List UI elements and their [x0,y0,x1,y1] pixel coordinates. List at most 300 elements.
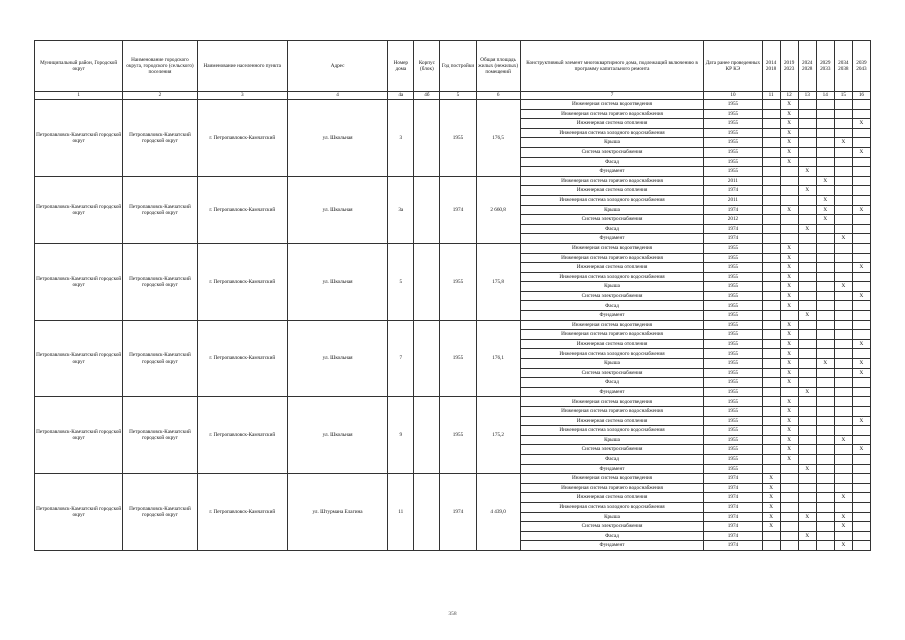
period-mark-cell [852,186,870,196]
period-mark-cell [798,119,816,129]
period-mark-cell [852,253,870,263]
element-name-cell: Фундамент [520,541,704,551]
period-mark-cell [798,100,816,110]
period-mark-cell [762,464,780,474]
period-mark-cell [816,301,834,311]
prev-repair-date-cell: 1955 [704,291,762,301]
header-address: Адрес [287,41,387,92]
period-mark-cell [852,167,870,177]
period-mark-cell [762,330,780,340]
period-mark-cell: X [780,416,798,426]
period-mark-cell: X [762,502,780,512]
period-mark-cell: X [852,291,870,301]
period-mark-cell [762,253,780,263]
period-mark-cell [798,359,816,369]
period-mark-cell [798,416,816,426]
period-mark-cell: X [780,157,798,167]
period-mark-cell: X [780,368,798,378]
period-mark-cell [762,167,780,177]
prev-repair-date-cell: 1955 [704,349,762,359]
period-mark-cell: X [834,493,852,503]
period-mark-cell: X [780,253,798,263]
period-mark-cell [798,147,816,157]
element-name-cell: Крыша [520,359,704,369]
period-mark-cell [798,426,816,436]
period-mark-cell: X [816,205,834,215]
period-mark-cell [798,349,816,359]
period-mark-cell [762,243,780,253]
period-mark-cell [798,138,816,148]
period-mark-cell [762,100,780,110]
period-mark-cell [816,330,834,340]
period-mark-cell [798,541,816,551]
period-mark-cell [762,301,780,311]
period-mark-cell [816,349,834,359]
element-name-cell: Инженерная система горячего водоснабжения [520,407,704,417]
period-mark-cell [780,474,798,484]
area-cell: 176,5 [476,100,520,177]
period-mark-cell [852,426,870,436]
prev-repair-date-cell: 1955 [704,147,762,157]
period-mark-cell [852,531,870,541]
element-name-cell: Крыша [520,435,704,445]
period-mark-cell [852,483,870,493]
period-mark-cell [852,243,870,253]
prev-repair-date-cell: 1955 [704,320,762,330]
period-mark-cell [762,215,780,225]
period-mark-cell [762,311,780,321]
period-mark-cell [798,339,816,349]
period-mark-cell [834,483,852,493]
period-mark-cell [816,531,834,541]
period-mark-cell [852,435,870,445]
element-name-cell: Система электроснабжения [520,291,704,301]
period-mark-cell [816,397,834,407]
element-name-cell: Система электроснабжения [520,368,704,378]
element-name-cell: Инженерная система отопления [520,119,704,129]
element-name-cell: Инженерная система горячего водоснабжения [520,176,704,186]
element-name-cell: Инженерная система горячего водоснабжения [520,483,704,493]
period-mark-cell [816,311,834,321]
period-mark-cell [762,435,780,445]
prev-repair-date-cell: 1955 [704,100,762,110]
period-mark-cell: X [780,407,798,417]
area-cell: 2 660,8 [476,176,520,243]
period-mark-cell: X [780,339,798,349]
prev-repair-date-cell: 1974 [704,483,762,493]
period-mark-cell [762,397,780,407]
settlement-cell: Петропавловск-Камчатский городской округ [123,397,197,474]
prev-repair-date-cell: 2011 [704,176,762,186]
settlement-cell: Петропавловск-Камчатский городской округ [123,100,197,177]
period-mark-cell: X [780,119,798,129]
street-cell: ул. Школьная [287,100,387,177]
house-cell: 7 [388,320,414,397]
prev-repair-date-cell: 1955 [704,272,762,282]
element-row [35,320,871,330]
period-mark-cell: X [816,176,834,186]
element-name-cell: Инженерная система холодного водоснабжения [520,272,704,282]
house-cell: 5 [388,243,414,320]
column-number-row [35,92,871,100]
column-number: 2 [123,92,197,100]
period-mark-cell: X [798,186,816,196]
period-mark-cell [816,186,834,196]
period-mark-cell [798,483,816,493]
prev-repair-date-cell: 1974 [704,531,762,541]
period-mark-cell [852,387,870,397]
building-group [35,100,871,177]
prev-repair-date-cell: 1955 [704,368,762,378]
period-mark-cell [816,291,834,301]
period-mark-cell [816,234,834,244]
period-mark-cell [762,541,780,551]
period-mark-cell [780,387,798,397]
period-mark-cell [852,215,870,225]
header-period-2014: 2014 2018 [762,41,780,92]
locality-cell: г. Петропавловск-Камчатский [197,474,287,551]
capital-repair-table [34,40,871,551]
period-mark-cell [780,541,798,551]
period-mark-cell [834,215,852,225]
period-mark-cell [852,493,870,503]
period-mark-cell [798,522,816,532]
element-name-cell: Фасад [520,454,704,464]
block-cell [414,397,440,474]
house-cell: 3а [388,176,414,243]
period-mark-cell [798,407,816,417]
element-name-cell: Инженерная система горячего водоснабжения [520,109,704,119]
prev-repair-date-cell: 1955 [704,282,762,292]
prev-repair-date-cell: 1955 [704,330,762,340]
prev-repair-date-cell: 1955 [704,311,762,321]
element-name-cell: Фундамент [520,464,704,474]
period-mark-cell: X [780,272,798,282]
period-mark-cell [762,147,780,157]
period-mark-cell [780,522,798,532]
period-mark-cell [798,502,816,512]
period-mark-cell [798,263,816,273]
period-mark-cell [798,474,816,484]
column-number: 11 [762,92,780,100]
period-mark-cell [834,474,852,484]
element-name-cell: Фасад [520,301,704,311]
period-mark-cell [798,330,816,340]
period-mark-cell: X [834,234,852,244]
building-group [35,176,871,243]
period-mark-cell: X [780,426,798,436]
element-name-cell: Инженерная система холодного водоснабжения [520,195,704,205]
prev-repair-date-cell: 1955 [704,109,762,119]
element-name-cell: Крыша [520,512,704,522]
period-mark-cell [762,128,780,138]
period-mark-cell [798,128,816,138]
element-row [35,176,871,186]
period-mark-cell: X [852,445,870,455]
period-mark-cell [762,378,780,388]
period-mark-cell [780,483,798,493]
period-mark-cell [762,426,780,436]
period-mark-cell [780,531,798,541]
prev-repair-date-cell: 1955 [704,119,762,129]
period-mark-cell [762,195,780,205]
element-name-cell: Инженерная система отопления [520,493,704,503]
prev-repair-date-cell: 1974 [704,205,762,215]
period-mark-cell: X [780,445,798,455]
period-mark-cell [780,167,798,177]
period-mark-cell [852,311,870,321]
period-mark-cell [762,138,780,148]
period-mark-cell [798,109,816,119]
house-cell: 11 [388,474,414,551]
prev-repair-date-cell: 1955 [704,435,762,445]
period-mark-cell: X [780,435,798,445]
prev-repair-date-cell: 1955 [704,263,762,273]
period-mark-cell: X [852,368,870,378]
period-mark-cell: X [780,282,798,292]
prev-repair-date-cell: 1955 [704,167,762,177]
building-group [35,397,871,474]
prev-repair-date-cell: 1955 [704,253,762,263]
period-mark-cell: X [816,359,834,369]
period-mark-cell [834,454,852,464]
building-group [35,243,871,320]
period-mark-cell [762,186,780,196]
period-mark-cell [852,464,870,474]
district-cell: Петропавловск-Камчатский городской округ [35,397,123,474]
period-mark-cell [816,119,834,129]
period-mark-cell [816,157,834,167]
period-mark-cell [834,531,852,541]
period-mark-cell [852,502,870,512]
period-mark-cell: X [852,205,870,215]
locality-cell: г. Петропавловск-Камчатский [197,320,287,397]
column-number: 10 [704,92,762,100]
period-mark-cell: X [780,454,798,464]
column-number: 15 [834,92,852,100]
period-mark-cell [816,243,834,253]
district-cell: Петропавловск-Камчатский городской округ [35,243,123,320]
header-element: Конструктивный элемент многоквартирного дома, подлежащий включению в программу капитального ремонта [520,41,704,92]
period-mark-cell: X [780,100,798,110]
element-name-cell: Фундамент [520,167,704,177]
period-mark-cell [798,493,816,503]
period-mark-cell [834,243,852,253]
period-mark-cell [852,195,870,205]
element-name-cell: Инженерная система водоотведения [520,243,704,253]
period-mark-cell [816,512,834,522]
period-mark-cell [834,224,852,234]
period-mark-cell [834,291,852,301]
building-group [35,474,871,551]
prev-repair-date-cell: 1974 [704,512,762,522]
period-mark-cell: X [798,464,816,474]
building-group [35,320,871,397]
prev-repair-date-cell: 1955 [704,387,762,397]
period-mark-cell [762,349,780,359]
period-mark-cell [762,234,780,244]
period-mark-cell [816,368,834,378]
period-mark-cell [762,205,780,215]
prev-repair-date-cell: 1955 [704,301,762,311]
period-mark-cell: X [834,522,852,532]
period-mark-cell [816,502,834,512]
period-mark-cell: X [762,493,780,503]
period-mark-cell: X [852,416,870,426]
period-mark-cell [762,445,780,455]
period-mark-cell [834,359,852,369]
period-mark-cell [762,454,780,464]
period-mark-cell [816,147,834,157]
period-mark-cell: X [834,435,852,445]
period-mark-cell [762,291,780,301]
period-mark-cell: X [852,263,870,273]
period-mark-cell [834,416,852,426]
period-mark-cell: X [852,359,870,369]
year-cell: 1955 [440,320,476,397]
period-mark-cell: X [798,224,816,234]
period-mark-cell [852,330,870,340]
period-mark-cell [798,435,816,445]
area-cell: 175,8 [476,243,520,320]
period-mark-cell [852,522,870,532]
period-mark-cell [762,339,780,349]
period-mark-cell: X [780,138,798,148]
period-mark-cell [834,109,852,119]
period-mark-cell [834,339,852,349]
header-row [35,41,871,92]
period-mark-cell [762,387,780,397]
period-mark-cell [816,167,834,177]
period-mark-cell [798,445,816,455]
period-mark-cell: X [798,531,816,541]
element-row [35,100,871,110]
period-mark-cell [834,464,852,474]
period-mark-cell [816,387,834,397]
period-mark-cell [798,253,816,263]
column-number: 1 [35,92,123,100]
period-mark-cell [816,282,834,292]
period-mark-cell: X [834,138,852,148]
period-mark-cell: X [780,397,798,407]
prev-repair-date-cell: 1955 [704,157,762,167]
period-mark-cell [816,407,834,417]
period-mark-cell [816,454,834,464]
settlement-cell: Петропавловск-Камчатский городской округ [123,474,197,551]
element-name-cell: Инженерная система холодного водоснабжения [520,349,704,359]
page-number: 358 [448,611,457,617]
period-mark-cell [816,483,834,493]
element-name-cell: Система электроснабжения [520,522,704,532]
period-mark-cell [762,531,780,541]
period-mark-cell [834,100,852,110]
period-mark-cell [762,224,780,234]
street-cell: ул. Школьная [287,243,387,320]
period-mark-cell [852,320,870,330]
prev-repair-date-cell: 1974 [704,493,762,503]
period-mark-cell [852,301,870,311]
period-mark-cell [834,387,852,397]
period-mark-cell [816,339,834,349]
period-mark-cell [762,359,780,369]
period-mark-cell: X [762,522,780,532]
block-cell [414,176,440,243]
period-mark-cell [798,176,816,186]
period-mark-cell [816,263,834,273]
period-mark-cell [852,234,870,244]
element-name-cell: Фундамент [520,234,704,244]
period-mark-cell [816,272,834,282]
element-name-cell: Крыша [520,282,704,292]
period-mark-cell: X [852,119,870,129]
period-mark-cell [834,445,852,455]
period-mark-cell [762,176,780,186]
prev-repair-date-cell: 1974 [704,186,762,196]
period-mark-cell [834,407,852,417]
period-mark-cell [852,397,870,407]
street-cell: ул. Штурмана Елагина [287,474,387,551]
element-name-cell: Инженерная система холодного водоснабжения [520,502,704,512]
period-mark-cell [798,234,816,244]
block-cell [414,474,440,551]
header-locality: Наименование населенного пункта [197,41,287,92]
period-mark-cell [852,157,870,167]
period-mark-cell: X [798,512,816,522]
element-name-cell: Система электроснабжения [520,445,704,455]
element-name-cell: Крыша [520,205,704,215]
period-mark-cell [852,176,870,186]
element-name-cell: Фундамент [520,387,704,397]
period-mark-cell: X [834,541,852,551]
period-mark-cell: X [816,215,834,225]
header-period-2034: 2034 2038 [834,41,852,92]
period-mark-cell [834,263,852,273]
period-mark-cell [834,167,852,177]
period-mark-cell: X [798,311,816,321]
period-mark-cell [834,157,852,167]
header-period-2029: 2029 2033 [816,41,834,92]
element-name-cell: Крыша [520,138,704,148]
prev-repair-date-cell: 1955 [704,378,762,388]
period-mark-cell [762,416,780,426]
period-mark-cell [780,493,798,503]
element-name-cell: Инженерная система холодного водоснабжения [520,128,704,138]
period-mark-cell [852,541,870,551]
period-mark-cell [852,100,870,110]
period-mark-cell [834,426,852,436]
period-mark-cell [780,512,798,522]
period-mark-cell [762,109,780,119]
locality-cell: г. Петропавловск-Камчатский [197,176,287,243]
district-cell: Петропавловск-Камчатский городской округ [35,320,123,397]
house-cell: 9 [388,397,414,474]
element-name-cell: Фасад [520,224,704,234]
element-row [35,474,871,484]
period-mark-cell: X [780,263,798,273]
column-number: 4а [388,92,414,100]
prev-repair-date-cell: 1955 [704,445,762,455]
element-name-cell: Система электроснабжения [520,215,704,225]
prev-repair-date-cell: 2012 [704,215,762,225]
period-mark-cell: X [780,330,798,340]
period-mark-cell [834,378,852,388]
element-name-cell: Инженерная система водоотведения [520,320,704,330]
element-name-cell: Инженерная система горячего водоснабжения [520,253,704,263]
period-mark-cell [798,205,816,215]
period-mark-cell [798,243,816,253]
year-cell: 1974 [440,474,476,551]
element-row [35,397,871,407]
